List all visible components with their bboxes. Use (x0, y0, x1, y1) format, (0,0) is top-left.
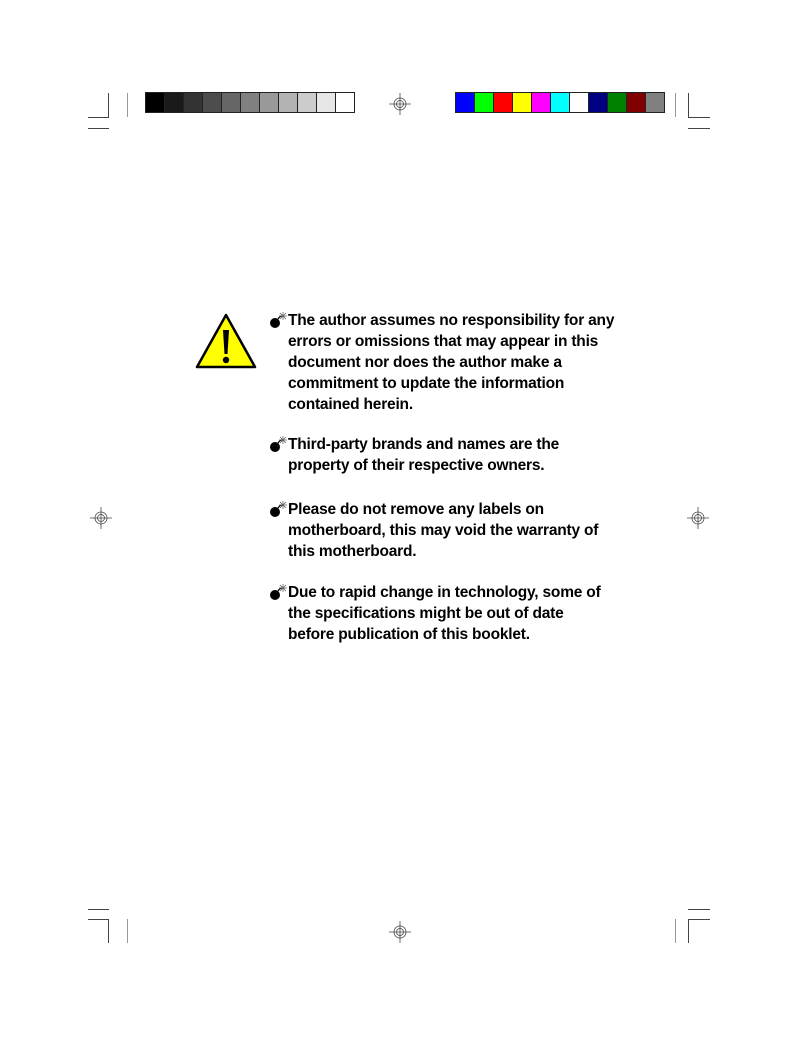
registration-mark-icon (687, 507, 709, 529)
color-swatch (456, 93, 475, 112)
color-calibration-bar (455, 92, 665, 113)
color-swatch (513, 93, 532, 112)
notice-line: Please do not remove any labels on (288, 501, 544, 518)
notice-line: before publication of this booklet. (288, 626, 530, 643)
bomb-icon (268, 310, 288, 331)
notice-line: contained herein. (288, 396, 413, 413)
notice-line: motherboard, this may void the warranty of (288, 522, 599, 539)
notice-line: The author assumes no responsibility for any (288, 312, 615, 329)
color-swatch (570, 93, 589, 112)
gray-swatch (317, 93, 336, 112)
warning-triangle-icon (194, 312, 258, 370)
bomb-icon (268, 582, 288, 603)
gray-swatch (279, 93, 298, 112)
gray-swatch (203, 93, 222, 112)
registration-mark-icon (389, 921, 411, 943)
color-swatch (551, 93, 570, 112)
color-swatch (608, 93, 627, 112)
notice-line: errors or omissions that may appear in this (288, 333, 599, 350)
gray-swatch (241, 93, 260, 112)
notice-item (268, 310, 614, 415)
grayscale-calibration-bar (145, 92, 355, 113)
bomb-icon (268, 499, 288, 520)
color-swatch (475, 93, 494, 112)
notice-line: Due to rapid change in technology, some of (288, 584, 601, 601)
notice-item (268, 499, 598, 562)
gray-swatch (298, 93, 317, 112)
notice-item (268, 582, 601, 645)
color-swatch (494, 93, 513, 112)
color-swatch (589, 93, 608, 112)
notice-line: commitment to update the information (288, 375, 565, 392)
gray-swatch (260, 93, 279, 112)
bomb-icon (268, 434, 288, 455)
color-swatch (532, 93, 551, 112)
gray-swatch (146, 93, 165, 112)
gray-swatch (222, 93, 241, 112)
color-swatch (646, 93, 664, 112)
color-swatch (627, 93, 646, 112)
gray-swatch (165, 93, 184, 112)
notice-line: property of their respective owners. (288, 457, 545, 474)
gray-swatch (184, 93, 203, 112)
notice-item (268, 434, 559, 476)
registration-mark-icon (389, 93, 411, 115)
registration-mark-icon (90, 507, 112, 529)
notice-line: the specifications might be out of date (288, 605, 564, 622)
notice-line: Third-party brands and names are the (288, 436, 560, 453)
notice-line: this motherboard. (288, 543, 417, 560)
notice-line: document nor does the author make a (288, 354, 562, 371)
gray-swatch (336, 93, 354, 112)
